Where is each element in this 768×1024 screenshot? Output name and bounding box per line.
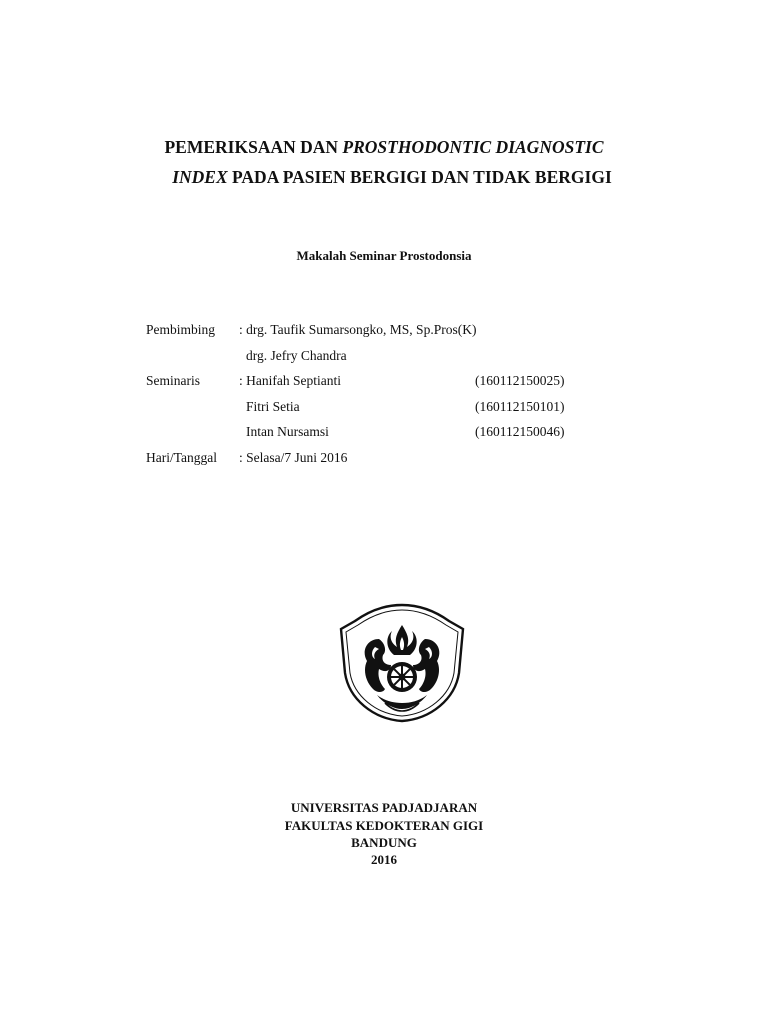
pembimbing-first: : drg. Taufik Sumarsongko, MS, Sp.Pros(K) bbox=[239, 322, 477, 337]
seminaris-name-3: Intan Nursamsi bbox=[246, 424, 329, 439]
title-plain-2: PADA PASIEN BERGIGI DAN TIDAK BERGIGI bbox=[227, 167, 612, 187]
subtitle: Makalah Seminar Prostodonsia bbox=[296, 248, 472, 263]
title-plain-1: PEMERIKSAAN DAN bbox=[164, 137, 343, 157]
hari-label: Hari/Tanggal bbox=[146, 450, 218, 465]
university-logo-icon bbox=[339, 603, 465, 723]
title-line-2 bbox=[8, 169, 768, 187]
pembimbing-second: drg. Jefry Chandra bbox=[246, 348, 347, 363]
seminaris-nim-2: (160112150101) bbox=[475, 399, 565, 414]
title-italic-1: PROSTHODONTIC DIAGNOSTIC bbox=[342, 137, 604, 157]
footer-city: BANDUNG bbox=[351, 835, 417, 850]
title-line-1 bbox=[0, 139, 768, 157]
footer-faculty: FAKULTAS KEDOKTERAN GIGI bbox=[284, 818, 484, 833]
seminaris-name-2: Fitri Setia bbox=[246, 399, 300, 414]
footer-year: 2016 bbox=[371, 852, 397, 867]
footer-university: UNIVERSITAS PADJADJARAN bbox=[290, 800, 478, 815]
title-italic-2: INDEX bbox=[172, 167, 228, 187]
hari-value: : Selasa/7 Juni 2016 bbox=[239, 450, 348, 465]
seminaris-nim-3: (160112150046) bbox=[475, 424, 565, 439]
seminaris-name-1: : Hanifah Septianti bbox=[239, 373, 341, 388]
pembimbing-label: Pembimbing bbox=[146, 322, 216, 337]
seminaris-label: Seminaris bbox=[146, 373, 200, 388]
seminaris-nim-1: (160112150025) bbox=[475, 373, 565, 388]
